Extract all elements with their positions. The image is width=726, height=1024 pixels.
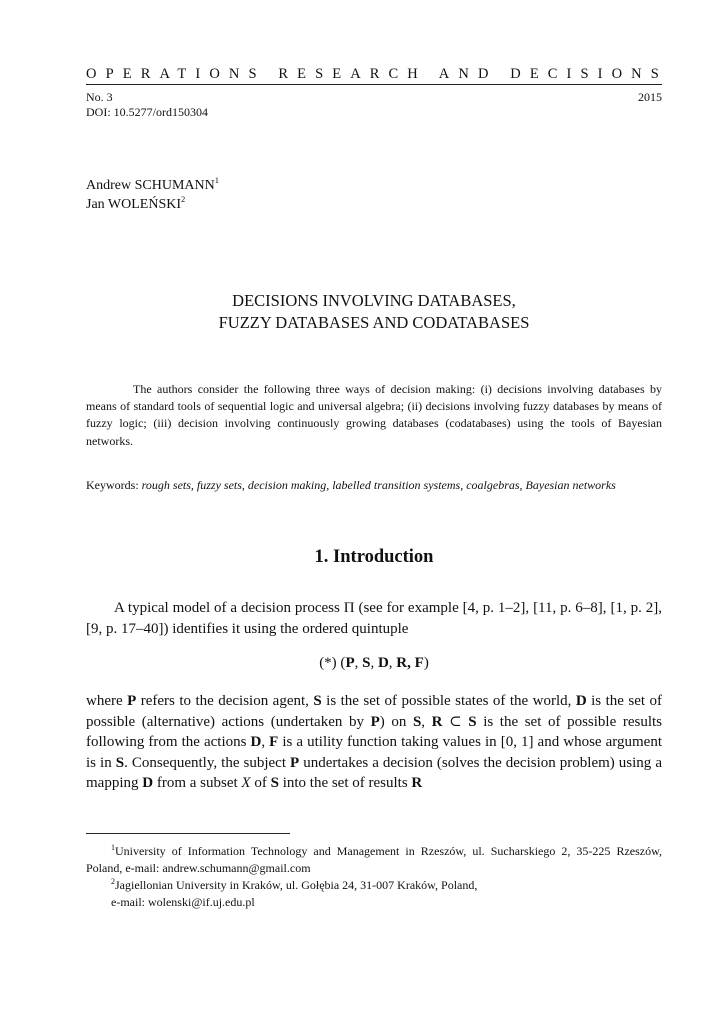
section-heading: 1. Introduction xyxy=(314,547,434,567)
paper-title xyxy=(86,290,662,334)
author-name: Andrew SCHUMANN xyxy=(86,178,215,193)
title-line: DECISIONS INVOLVING DATABASES, xyxy=(232,291,516,310)
keywords-list: rough sets, fuzzy sets, decision making, labelled transition systems, coalgebras, Bayesian networks xyxy=(141,478,616,492)
footnote: $^1$University of Information Technology and Management in Rzeszów, ul. Sucharskiego 2, 35-225 Rzeszów, Poland, e-mail: andrew.schumann@gmail.com xyxy=(86,843,662,875)
title-line: FUZZY DATABASES AND CODATABASES xyxy=(218,313,530,332)
keywords-label: Keywords: xyxy=(86,478,139,492)
quintuple-formula: (*) (P, S, D, R, F) xyxy=(319,655,429,671)
author xyxy=(86,176,219,195)
journal-name: OPERATIONS RESEARCH AND DECISIONS xyxy=(86,66,668,82)
body-paragraph: A typical model of a decision process Π (see for example [4, p. 1–2], [11, p. 6–8], [1, p. 2], [9, p. 17–40]) identifies it using the ordered quintuple xyxy=(86,600,662,637)
footnote-continuation: e-mail: wolenski@if.uj.edu.pl xyxy=(111,895,255,909)
abstract: The authors consider the following three ways of decision making: (i) decisions involving databases by means of standard tools of sequential logic and universal algebra; (ii) decisions involving fuzzy databases by means of fuzzy logic; (iii) decision involving continuously growing databases (codatabases) using the tools of Bayesian networks. xyxy=(86,382,662,448)
issue-number: No. 3 xyxy=(86,90,113,104)
footnotes xyxy=(86,843,662,911)
body-paragraph: where P refers to the decision agent, S is the set of possible states of the world, D is the set of possible (alternative) actions (undertaken by P) on S, R ⊂ S is the set of possible results following from the actions D, F is a utility function taking values in [0, 1] and whose argument is in S. Consequently, the subject P undertakes a decision (solves the decision problem) using a mapping D from a subset X of S into the set of results R xyxy=(86,693,662,791)
doi: DOI: 10.5277/ord150304 xyxy=(86,105,208,119)
footnote: $^2$Jagiellonian University in Kraków, ul. Gołębia 24, 31-007 Kraków, Poland, xyxy=(111,877,478,892)
author-name: Jan WOLEŃSKI xyxy=(86,197,182,212)
affiliation-mark: 1 xyxy=(214,175,219,185)
header-rule xyxy=(86,84,662,85)
keywords xyxy=(86,477,662,494)
author-list xyxy=(86,176,219,214)
affiliation-mark: 2 xyxy=(181,194,186,204)
author xyxy=(86,195,219,214)
publication-year: 2015 xyxy=(638,90,662,104)
footnote-rule xyxy=(86,833,290,834)
